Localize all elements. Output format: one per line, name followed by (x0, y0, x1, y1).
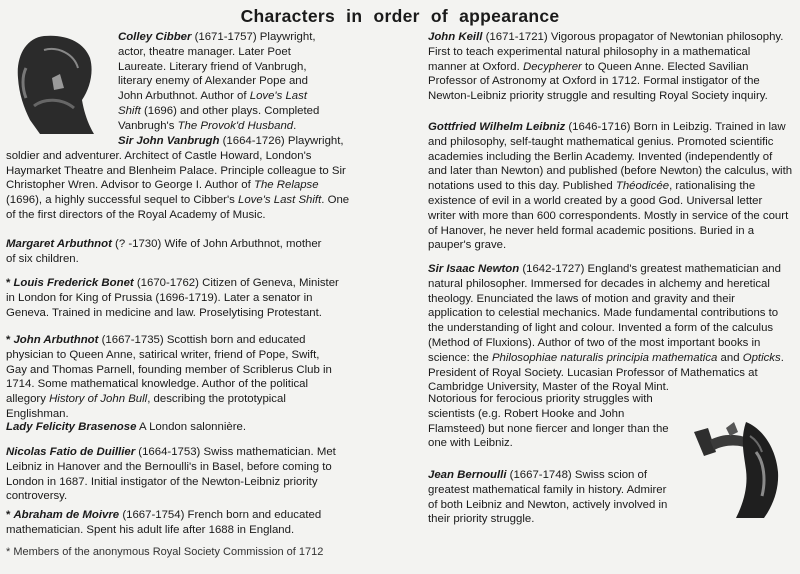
entry-john-vanbrugh: Sir John Vanbrugh (1664-1726) Playwright, soldier and adventurer. Architect of Castle Howard, London's Haymarket Theatre and Blenheim Palace. Principle colleague to Sir Christopher Wren. Advisor to George I. Author of The Relapse (1696), a highly successful sequel to Cibber's Love's Last Shift. One of the first directors of the Royal Academy of Music. (6, 135, 350, 221)
entry-john-arbuthnot: * John Arbuthnot (1667-1735) Scottish born and educated physician to Queen Anne, satirical writer, friend of Pope, Swift, Gay and Thomas Parnell, founding member of Scriblerus Club in 1714. Some mathematical knowledge. Author of the political allegory History of John Bull, describing the prototypical Englishman. (6, 334, 332, 420)
entry-abraham-de-moivre: * Abraham de Moivre (1667-1754) French born and educated mathematician. Spent his adult life after 1688 in England. (6, 509, 322, 536)
entry-nicolas-duillier: Nicolas Fatio de Duillier (1664-1753) Swiss mathematician. Met Leibniz in Hanover and the Bernoulli's in Basel, before coming to London in 1687. Initial instigator of the Newton-Leibniz priority controversy. (6, 446, 336, 503)
entry-felicity-brasenose: Lady Felicity Brasenose A London salonnière. (6, 421, 246, 433)
name-gottfried-leibniz: Gottfried Wilhelm Leibniz (428, 121, 566, 133)
entry-louis-bonet: * Louis Frederick Bonet (1670-1762) Citizen of Geneva, Minister in London for King of Prussia (1696-1719). Later a senator in Geneva. Trained in medicine and law. Proselytising Protestant. (6, 277, 339, 319)
name-john-keill: John Keill (428, 31, 483, 43)
name-john-vanbrugh: Sir John Vanbrugh (118, 135, 220, 147)
commission-star-icon: * (6, 546, 11, 558)
name-john-arbuthnot: John Arbuthnot (13, 334, 99, 346)
commission-star-icon: * (6, 334, 11, 346)
name-nicolas-duillier: Nicolas Fatio de Duillier (6, 446, 136, 458)
entry-isaac-newton: Sir Isaac Newton (1642-1727) England's greatest mathematician and natural philosopher. Immersed for decades in alchemy and heretical theology. Enunciated the laws of motion and gravity and their application to celestial mechanics. Made fundamental contributions to the understanding of light and colour. Invented a form of the calculus (Method of Fluxions). Author of two of the most important books in science: the Philosophiae naturalis principia mathematica and Opticks. President of Royal Society. Lucasian Professor of Mathematics at Cambridge University, Master of the Royal Mint. (428, 263, 784, 394)
entry-colley-cibber: Colley Cibber (1671-1757) Playwright, actor, theatre manager. Later Poet Laureate. Literary friend of Vanbrugh, literary enemy of Alexander Pope and John Arbuthnot. Author of Love's Last Shift (1696) and other plays. Completed Vanbrugh's The Provok'd Husband. (118, 31, 320, 132)
name-louis-bonet: Louis Frederick Bonet (13, 277, 134, 289)
name-colley-cibber: Colley Cibber (118, 31, 192, 43)
entry-gottfried-leibniz: Gottfried Wilhelm Leibniz (1646-1716) Born in Leibzig. Trained in law and philosophy, self-taught mathematical genius. Promoted scientific academies including the Berlin Academy. Invented (independently of and later than Newton) and published (before Newton) the calculus, with notations used to this day. Published Théodicée, rationalising the existence of evil in a world created by a good God. Universal letter writer with more than 600 correspondents. Mostly in service of the court of Hanover, he never held formal academic positions. Buried in a pauper's grave. (428, 121, 793, 252)
entry-isaac-newton-priority: Notorious for ferocious priority struggles with scientists (e.g. Robert Hooke and John Flamsteed) but none fiercer and longer than the one with Leibniz. (428, 393, 669, 450)
cibber-portrait-image (4, 28, 112, 136)
name-abraham-de-moivre: Abraham de Moivre (13, 509, 120, 521)
name-margaret-arbuthnot: Margaret Arbuthnot (6, 238, 112, 250)
footnote: * Members of the anonymous Royal Society Commission of 1712 (6, 546, 324, 558)
entry-john-keill: John Keill (1671-1721) Vigorous propagator of Newtonian philosophy. First to teach experimental natural philosophy in a mathematical manner at Oxford. Decypherer to Queen Anne. Elected Savilian Professor of Astronomy at Oxford in 1712. Formal instigator of the Newton-Leibniz priority struggle and resulting Royal Society inquiry. (428, 31, 784, 103)
page-title: Characters in order of appearance (240, 6, 560, 26)
name-felicity-brasenose: Lady Felicity Brasenose (6, 421, 137, 433)
newton-sculpture-image (686, 392, 794, 522)
commission-star-icon: * (6, 509, 11, 521)
entry-margaret-arbuthnot: Margaret Arbuthnot (? -1730) Wife of John Arbuthnot, mother of six children. (6, 238, 322, 265)
name-isaac-newton: Sir Isaac Newton (428, 263, 520, 275)
commission-star-icon: * (6, 277, 11, 289)
entry-jean-bernoulli: Jean Bernoulli (1667-1748) Swiss scion of greatest mathematical family in history. Admirer of both Leibniz and Newton, actively involved in their priority struggle. (428, 469, 668, 526)
name-jean-bernoulli: Jean Bernoulli (428, 469, 507, 481)
